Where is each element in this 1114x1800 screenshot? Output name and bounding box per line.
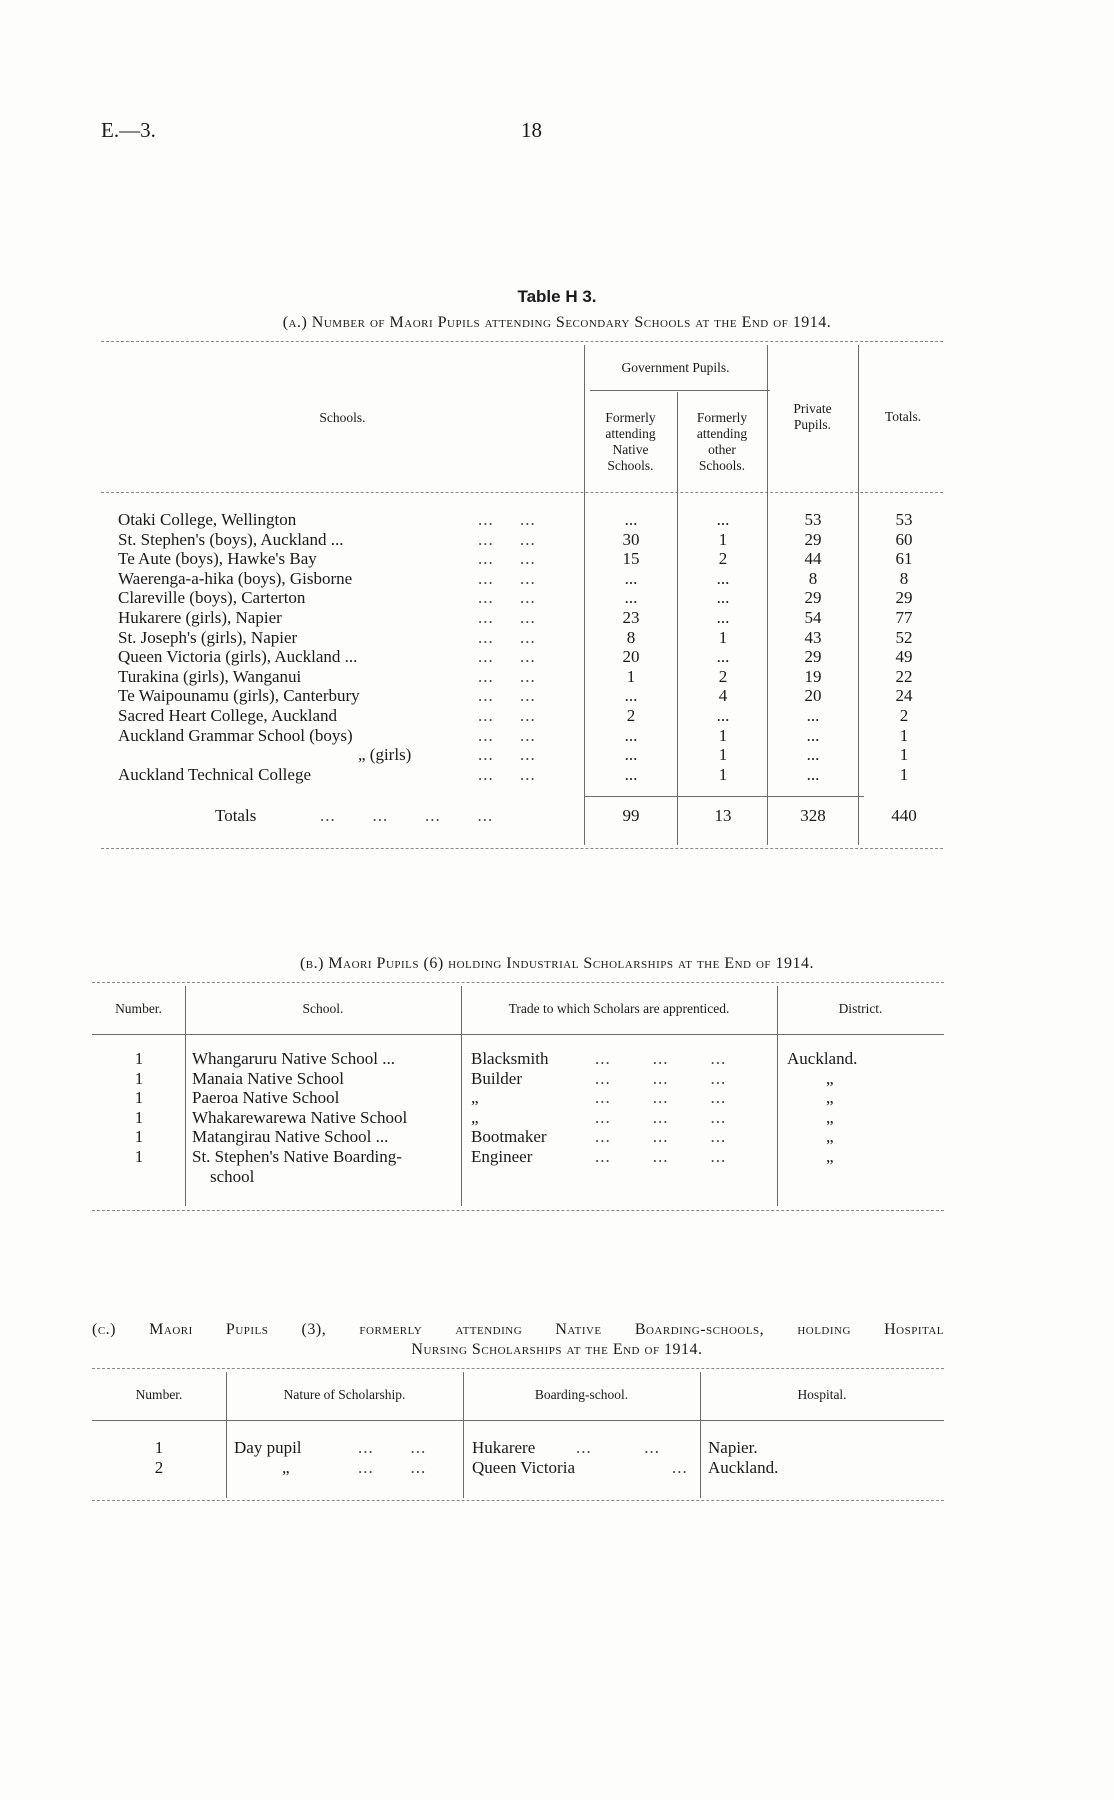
cell-school: Whakarewarewa Native School [192, 1107, 408, 1127]
cell-district: „ [826, 1147, 834, 1166]
leader-dots: ... ... ... [595, 1107, 727, 1127]
leader-dots: ... ... [478, 568, 536, 588]
cell-hospital: Napier. [708, 1438, 758, 1457]
school-name: Auckland Technical College [118, 764, 311, 784]
school-name: Te Aute (boys), Hawke's Bay [118, 549, 317, 569]
leader-dots: ... ... [478, 706, 536, 725]
cell-number: 1 [154, 1438, 164, 1457]
cell-total: 77 [895, 608, 913, 627]
leader-dots: ... ... [478, 510, 536, 529]
page-number: 18 [521, 118, 542, 142]
col-header-number: Number. [135, 1387, 183, 1402]
cell-native: ... [624, 745, 638, 765]
cell-private: 19 [804, 666, 822, 686]
col-divider [461, 986, 462, 1206]
col-header-government-pupils: Government Pupils. [621, 360, 730, 375]
table-title: Table H 3. [517, 287, 597, 306]
cell-total: 1 [899, 745, 909, 765]
cell-private: 54 [804, 608, 822, 627]
cell-other: 4 [718, 686, 728, 706]
leader-dots: ... ... [478, 588, 536, 608]
table-b-bottom-rule [92, 1210, 944, 1211]
leader-dots: ... ... ... [595, 1147, 727, 1166]
cell-other: 1 [718, 529, 728, 549]
table-b-caption: (b.) Maori Pupils (6) holding Industrial Scholarships at the End of 1914. [299, 955, 815, 972]
cell-number: 1 [134, 1068, 144, 1088]
cell-total: 1 [899, 725, 909, 745]
cell-boarding-school: Hukarere [472, 1438, 536, 1457]
col-header-formerly-native [584, 410, 677, 474]
cell-district: „ [826, 1127, 834, 1147]
cell-total: 1 [899, 764, 909, 784]
cell-other: 1 [718, 725, 728, 745]
cell-total: 29 [895, 588, 913, 608]
leader-dots: ... ... [478, 608, 536, 627]
header-line: attending [696, 426, 748, 441]
cell-number: 1 [134, 1147, 144, 1166]
cell-native: 20 [622, 647, 640, 667]
col-header-hospital: Hospital. [797, 1387, 847, 1402]
leader-dots: ... ... [358, 1438, 427, 1457]
cell-number: 2 [154, 1458, 164, 1477]
cell-native: ... [624, 686, 638, 706]
cell-native: ... [624, 764, 638, 784]
cell-total: 60 [895, 529, 913, 549]
cell-district: Auckland. [787, 1049, 858, 1068]
cell-school-continued: school [210, 1166, 255, 1186]
table-b-header-rule [92, 1034, 944, 1035]
school-name: Te Waipounamu (girls), Canterbury [118, 686, 360, 706]
totals-other: 13 [714, 806, 732, 825]
school-name: Hukarere (girls), Napier [118, 608, 282, 627]
cell-trade: „ [471, 1088, 479, 1108]
cell-native: 8 [626, 627, 636, 647]
cell-trade: Blacksmith [471, 1049, 549, 1068]
cell-total: 8 [899, 568, 909, 588]
header-line: attending [605, 426, 656, 441]
cell-school: Whangaruru Native School ... [192, 1049, 395, 1068]
col-header-formerly-other [677, 410, 767, 474]
cell-total: 2 [899, 706, 909, 725]
cell-private: 20 [804, 686, 822, 706]
cell-number: 1 [134, 1127, 144, 1147]
leader-dots: ... ... [358, 1458, 427, 1477]
cell-number: 1 [134, 1049, 144, 1068]
cell-native: 23 [622, 608, 640, 627]
table-c-bottom-rule [92, 1500, 944, 1501]
table-c-caption-line1: (c.) Maori Pupils (3), formerly attending Native Boarding-schools, holding Hospital [92, 1321, 944, 1338]
school-name: St. Joseph's (girls), Napier [118, 627, 298, 647]
school-name: Otaki College, Wellington [118, 510, 297, 529]
leader-dots: ... ... [478, 686, 536, 706]
leader-dots: ... ... ... [595, 1088, 727, 1108]
cell-total: 24 [895, 686, 913, 706]
table-a-top-rule [101, 341, 943, 342]
cell-total: 61 [895, 549, 913, 569]
cell-native: 2 [626, 706, 636, 725]
table-c-top-rule [92, 1368, 944, 1369]
table-a-totals-rule [584, 796, 864, 797]
cell-nature: Day pupil [234, 1438, 302, 1457]
header-line: Pupils. [793, 417, 832, 432]
cell-private: ... [806, 706, 820, 725]
cell-other: 1 [718, 745, 728, 765]
school-name: Waerenga-a-hika (boys), Gisborne [118, 568, 353, 588]
leader-dots: ... ... [576, 1438, 660, 1457]
cell-total: 52 [895, 627, 913, 647]
table-a-bottom-rule [101, 848, 943, 849]
header-line: Formerly [696, 410, 748, 425]
cell-private: 44 [804, 549, 822, 569]
header-line: Private [793, 401, 832, 416]
col-header-nature: Nature of Scholarship. [283, 1387, 406, 1402]
school-name: „ (girls) [358, 745, 412, 765]
cell-private: ... [806, 764, 820, 784]
school-name: Clareville (boys), Carterton [118, 588, 306, 608]
leader-dots: ... ... [478, 529, 536, 549]
leader-dots: ... ... ... [595, 1049, 727, 1068]
cell-other: 2 [718, 666, 728, 686]
cell-district: „ [826, 1088, 834, 1108]
cell-other: 1 [718, 764, 728, 784]
cell-private: 8 [808, 568, 818, 588]
cell-number: 1 [134, 1107, 144, 1127]
table-c-caption-line2: Nursing Scholarships at the End of 1914. [411, 1341, 703, 1358]
col-header-district: District. [838, 1001, 883, 1016]
cell-private: 29 [804, 588, 822, 608]
cell-private: 53 [804, 510, 822, 529]
cell-native: ... [624, 510, 638, 529]
cell-trade: „ [471, 1107, 479, 1127]
document-reference: E.—3. [101, 118, 156, 142]
cell-district: „ [826, 1068, 834, 1088]
leader-dots: ... ... [478, 647, 536, 667]
cell-hospital: Auckland. [708, 1458, 779, 1477]
cell-native: ... [624, 725, 638, 745]
cell-boarding-school: Queen Victoria [472, 1458, 575, 1477]
cell-native: 1 [626, 666, 636, 686]
cell-other: ... [716, 647, 730, 667]
cell-private: ... [806, 725, 820, 745]
header-line: other [708, 442, 736, 457]
col-header-number: Number. [115, 1001, 162, 1016]
header-line: Native [612, 442, 649, 457]
cell-other: ... [716, 510, 730, 529]
totals-total: 440 [891, 806, 917, 825]
cell-other: ... [716, 588, 730, 608]
leader-dots: ... ... [478, 549, 536, 569]
leader-dots: ... ... ... [595, 1068, 727, 1088]
cell-native: ... [624, 588, 638, 608]
cell-other: ... [716, 706, 730, 725]
col-header-totals: Totals. [884, 409, 922, 424]
leader-dots: ... [672, 1458, 688, 1477]
table-a-header-rule [101, 492, 943, 493]
cell-school: Matangirau Native School ... [192, 1127, 389, 1147]
leader-dots: ... ... [478, 764, 536, 784]
totals-private: 328 [800, 806, 826, 825]
cell-total: 22 [895, 666, 913, 686]
leader-dots: ... ... [478, 725, 536, 745]
cell-native: 15 [622, 549, 640, 569]
cell-trade: Bootmaker [471, 1127, 547, 1147]
table-a-caption: (a.) Number of Maori Pupils attending Secondary Schools at the End of 1914. [282, 314, 832, 331]
cell-private: ... [806, 745, 820, 765]
header-line: Schools. [607, 458, 654, 473]
leader-dots: ... ... [478, 666, 536, 686]
col-header-boarding-school: Boarding-school. [534, 1387, 629, 1402]
table-b-top-rule [92, 982, 944, 983]
cell-total: 49 [895, 647, 913, 667]
leader-dots: ... ... [478, 745, 536, 765]
school-name: St. Stephen's (boys), Auckland ... [118, 529, 344, 549]
leader-dots: ... ... ... ... [320, 806, 494, 825]
cell-school: Paeroa Native School [192, 1088, 340, 1108]
cell-school: Manaia Native School [192, 1068, 345, 1088]
cell-private: 29 [804, 529, 822, 549]
table-c-header-rule [92, 1420, 944, 1421]
school-name: Auckland Grammar School (boys) [118, 725, 353, 745]
header-line: Schools. [698, 458, 746, 473]
cell-native: 30 [622, 529, 640, 549]
cell-total: 53 [895, 510, 913, 529]
cell-other: ... [716, 608, 730, 627]
col-header-schools: Schools. [319, 410, 366, 425]
cell-district: „ [826, 1107, 834, 1127]
col-header-private [767, 401, 858, 433]
leader-dots: ... ... ... [595, 1127, 727, 1147]
col-header-trade: Trade to which Scholars are apprenticed. [508, 1001, 730, 1016]
school-name: Queen Victoria (girls), Auckland ... [118, 647, 358, 667]
leader-dots: ... ... [478, 627, 536, 647]
school-name: Turakina (girls), Wanganui [118, 666, 302, 686]
cell-other: ... [716, 568, 730, 588]
cell-nature: „ [282, 1458, 290, 1477]
cell-native: ... [624, 568, 638, 588]
col-divider [777, 986, 778, 1206]
cell-other: 2 [718, 549, 728, 569]
cell-private: 43 [804, 627, 822, 647]
cell-number: 1 [134, 1088, 144, 1108]
totals-native: 99 [622, 806, 640, 825]
cell-trade: Builder [471, 1068, 522, 1088]
col-header-school: School. [302, 1001, 344, 1016]
col-divider [185, 986, 186, 1206]
cell-private: 29 [804, 647, 822, 667]
cell-other: 1 [718, 627, 728, 647]
cell-trade: Engineer [471, 1147, 533, 1166]
school-name: Sacred Heart College, Auckland [118, 706, 338, 725]
cell-school: St. Stephen's Native Boarding- [192, 1147, 402, 1166]
header-line: Formerly [605, 410, 656, 425]
totals-label: Totals [215, 806, 257, 825]
gov-group-rule [590, 390, 770, 391]
